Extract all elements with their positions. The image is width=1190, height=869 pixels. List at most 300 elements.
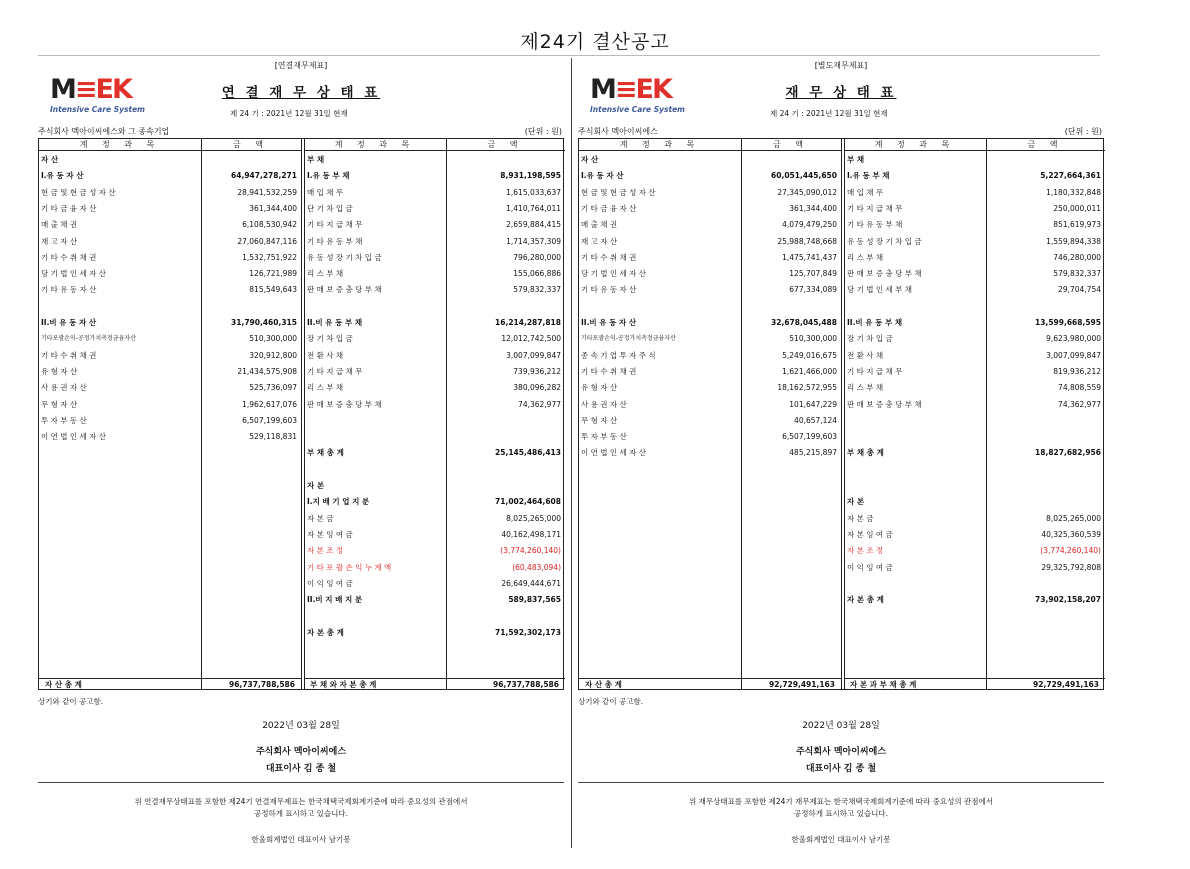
account-label: 이 익 잉 여 금 — [847, 562, 893, 572]
column-rule — [301, 139, 302, 689]
account-label: 부 채 — [847, 155, 865, 164]
account-amount: 380,096,282 — [513, 383, 561, 393]
statement-row — [41, 316, 301, 329]
account-amount: 5,249,016,675 — [782, 350, 837, 360]
account-amount: 29,704,754 — [1058, 285, 1101, 295]
account-label: 전 환 사 채 — [847, 350, 884, 360]
account-label: I.유 동 부 채 — [307, 171, 350, 181]
account-label: 기 타 포 괄 손 익 누 계 액 — [307, 562, 392, 572]
total-assets-label: 자 산 총 계 — [45, 680, 82, 689]
section-label: [별도재무제표] — [814, 61, 868, 70]
statement-row — [307, 202, 565, 215]
logo-mark-a: M — [590, 74, 615, 105]
statement-row — [41, 251, 301, 264]
statement-row — [847, 218, 1105, 231]
statement-row — [581, 398, 841, 411]
logo-bars: ≡ — [74, 74, 96, 105]
account-label: 자 본 조 정 — [307, 546, 344, 556]
account-label: 매 출 채 권 — [41, 220, 78, 230]
account-label: 기 타 수 취 채 권 — [581, 252, 637, 262]
account-amount: 525,736,097 — [249, 383, 297, 393]
account-amount: 361,344,400 — [789, 203, 837, 213]
account-amount: 125,707,849 — [789, 269, 837, 279]
account-amount: 74,362,977 — [1058, 399, 1101, 409]
statement-row — [307, 561, 565, 574]
bottom-rule — [38, 782, 564, 783]
account-label: 이 익 잉 여 금 — [307, 578, 353, 588]
account-label: 판 매 보 증 충 당 부 채 — [307, 285, 382, 295]
unit-label: (단위 : 원) — [1064, 127, 1102, 136]
total-assets-label: 자 산 총 계 — [585, 680, 622, 689]
column-header: 계 정 과 목 — [39, 139, 201, 151]
logo-mark-b: EK — [635, 74, 671, 105]
account-label: 자 본 금 — [307, 513, 334, 523]
account-amount: 18,827,682,956 — [1035, 448, 1101, 458]
account-label: 기 타 지 급 채 무 — [847, 366, 903, 376]
statement-row — [307, 316, 565, 329]
statement-row — [581, 186, 841, 199]
statement-row — [847, 381, 1105, 394]
statement-row — [847, 283, 1105, 296]
balance-sheet-table — [578, 138, 1104, 690]
account-amount: 6,507,199,603 — [242, 415, 297, 425]
logo-tagline: Intensive Care System — [590, 105, 685, 114]
account-label: 유 형 자 산 — [41, 366, 78, 376]
account-label: 재 고 자 산 — [41, 236, 78, 246]
statement-row — [307, 495, 565, 508]
account-amount: 5,227,664,361 — [1040, 171, 1101, 181]
statement-row — [581, 218, 841, 231]
account-label: 기 타 수 취 채 권 — [41, 252, 97, 262]
account-amount: 851,619,973 — [1053, 220, 1101, 230]
account-amount: 74,362,977 — [518, 399, 561, 409]
statement-row — [581, 300, 841, 313]
account-label: 당 기 법 인 세 자 산 — [581, 269, 647, 279]
statement-row — [307, 300, 565, 313]
statement-row — [581, 169, 841, 182]
account-amount: 31,790,460,315 — [231, 318, 297, 327]
account-label: 자 산 — [41, 155, 59, 164]
account-amount: 74,808,559 — [1058, 383, 1101, 393]
statement-row — [307, 218, 565, 231]
notice-text: 상기와 같이 공고함. — [578, 697, 644, 706]
column-rule — [844, 139, 845, 689]
account-amount: 3,007,099,847 — [1046, 350, 1101, 360]
account-label: 유 형 자 산 — [581, 383, 618, 393]
account-amount: (3,774,260,140) — [500, 546, 561, 556]
statement-row — [307, 153, 565, 166]
account-amount: 8,025,265,000 — [1046, 513, 1101, 523]
account-amount: 8,931,198,595 — [500, 171, 561, 181]
account-label: 부 채 총 계 — [307, 448, 344, 458]
statement-row — [847, 202, 1105, 215]
notice-text: 상기와 같이 공고함. — [38, 697, 104, 706]
statement-row — [581, 349, 841, 362]
account-label: 리 스 부 채 — [847, 383, 884, 393]
column-header: 금 액 — [201, 139, 301, 151]
statement-row — [41, 153, 301, 166]
column-header: 계 정 과 목 — [579, 139, 741, 151]
account-amount: 16,214,287,818 — [495, 318, 561, 327]
account-amount: 8,025,265,000 — [506, 513, 561, 523]
account-amount: 6,108,530,942 — [242, 220, 297, 230]
account-label: 자 본 총 계 — [307, 627, 344, 637]
statement-row — [581, 251, 841, 264]
statement-row — [307, 446, 565, 459]
statement-row — [847, 593, 1105, 606]
statement-row — [307, 577, 565, 590]
period-text: 제 24 기 : 2021년 12월 31일 현재 — [230, 109, 348, 118]
column-header: 금 액 — [741, 139, 841, 151]
signer-ceo: 대표이사 김 종 철 — [805, 764, 877, 774]
account-amount: 4,079,479,250 — [782, 220, 837, 230]
statement-row — [847, 495, 1105, 508]
account-label: II.비 지 배 지 분 — [307, 595, 363, 605]
account-label: I.유 동 부 채 — [847, 171, 890, 181]
account-label: II.비 유 동 자 산 — [41, 318, 97, 327]
account-amount: 1,714,357,309 — [506, 236, 561, 246]
account-label: 투 자 부 동 산 — [41, 415, 87, 425]
account-amount: 677,334,089 — [789, 285, 837, 295]
account-amount: 510,300,000 — [249, 334, 297, 344]
account-label: 자 본 잉 여 금 — [307, 529, 353, 539]
statement-row — [41, 332, 301, 345]
statement-row — [307, 235, 565, 248]
statement-row — [847, 430, 1105, 443]
total-assets-row — [39, 678, 301, 690]
account-label: 자 본 — [307, 481, 325, 490]
account-amount: 9,623,980,000 — [1046, 334, 1101, 344]
account-amount: 746,280,000 — [1053, 252, 1101, 262]
statement-row — [41, 398, 301, 411]
account-label: 재 고 자 산 — [581, 236, 618, 246]
statement-row — [581, 430, 841, 443]
account-label: 현 금 및 현 금 성 자 산 — [41, 187, 116, 197]
statement-row — [41, 365, 301, 378]
account-label: 자 본 — [847, 497, 865, 507]
account-amount: 101,647,229 — [789, 399, 837, 409]
account-label: 판 매 보 증 충 당 부 채 — [847, 269, 922, 279]
logo-mark-b: EK — [95, 74, 131, 105]
column-header: 금 액 — [446, 139, 565, 151]
account-label: II.비 유 동 부 채 — [847, 318, 903, 327]
account-amount: 361,344,400 — [249, 203, 297, 213]
statement-row — [581, 446, 841, 459]
statement-row — [847, 332, 1105, 345]
account-label: 무 형 자 산 — [581, 415, 618, 425]
statement-row — [307, 512, 565, 525]
account-amount: 579,832,337 — [1053, 269, 1101, 279]
account-amount: 529,118,831 — [249, 432, 297, 442]
statement-row — [847, 544, 1105, 557]
statement-row — [847, 153, 1105, 166]
statement-row — [847, 463, 1105, 476]
account-label: 장 기 차 입 금 — [847, 334, 893, 344]
statement-row — [307, 479, 565, 492]
total-assets-value: 96,737,788,586 — [229, 680, 295, 689]
account-amount: 26,649,444,671 — [501, 578, 561, 588]
statement-row — [41, 267, 301, 280]
account-label: 기 타 지 급 채 무 — [307, 366, 363, 376]
statement-row — [307, 186, 565, 199]
account-label: 기 타 유 동 부 채 — [847, 220, 903, 230]
account-amount: (3,774,260,140) — [1040, 546, 1101, 556]
statement-row — [581, 235, 841, 248]
statement-row — [847, 479, 1105, 492]
account-amount: 1,410,764,011 — [506, 203, 561, 213]
account-label: 부 채 총 계 — [847, 448, 884, 458]
account-amount: 40,325,360,539 — [1041, 529, 1101, 539]
statement-title: 연 결 재 무 상 태 표 — [221, 85, 381, 101]
account-amount: 485,215,897 — [789, 448, 837, 458]
statement-row — [847, 398, 1105, 411]
statement-row — [307, 609, 565, 622]
statement-row — [41, 218, 301, 231]
account-amount: 589,837,565 — [508, 595, 561, 605]
account-amount: 40,162,498,171 — [501, 529, 561, 539]
account-label: 기 타 지 급 채 무 — [307, 220, 363, 230]
statement-row — [847, 349, 1105, 362]
account-amount: 1,475,741,437 — [782, 252, 837, 262]
account-label: 판 매 보 증 충 당 부 채 — [307, 399, 382, 409]
statement-row — [41, 235, 301, 248]
account-amount: 1,621,466,000 — [782, 366, 837, 376]
unit-label: (단위 : 원) — [524, 127, 562, 136]
account-amount: 71,002,464,608 — [495, 497, 561, 507]
statement-row — [581, 267, 841, 280]
total-assets-row — [579, 678, 841, 690]
account-label: 유 동 성 장 기 차 입 금 — [847, 236, 922, 246]
account-amount: 1,615,033,637 — [506, 187, 561, 197]
account-label: 매 입 채 무 — [307, 187, 344, 197]
account-label: 기 타 유 동 부 채 — [307, 236, 363, 246]
account-amount: 510,300,000 — [789, 334, 837, 344]
statement-row — [847, 446, 1105, 459]
statement-row — [847, 561, 1105, 574]
statement-row — [307, 626, 565, 639]
total-liab-equity-label: 자 본 과 부 채 총 계 — [850, 680, 917, 689]
account-amount: (60,483,094) — [512, 562, 561, 572]
account-amount: 3,007,099,847 — [506, 350, 561, 360]
account-amount: 71,592,302,173 — [495, 627, 561, 637]
account-label: 투 자 부 동 산 — [581, 432, 627, 442]
statement-row — [581, 381, 841, 394]
statement-row — [847, 300, 1105, 313]
account-label: 자 본 조 정 — [847, 546, 884, 556]
statement-row — [847, 186, 1105, 199]
account-label: 기타포괄손익-공정가치측정금융자산 — [581, 335, 676, 343]
consolidated-panel — [38, 56, 564, 856]
account-amount: 796,280,000 — [513, 252, 561, 262]
account-label: 단 기 차 입 금 — [307, 203, 353, 213]
account-label: II.비 유 동 부 채 — [307, 318, 363, 327]
account-amount: 819,936,212 — [1053, 366, 1101, 376]
statement-row — [847, 365, 1105, 378]
account-amount: 1,962,617,076 — [242, 399, 297, 409]
account-label: 매 입 채 무 — [847, 187, 884, 197]
account-amount: 64,947,278,271 — [231, 171, 297, 181]
center-divider — [571, 58, 572, 848]
audit-statement-line1: 위 재무상태표를 포함한 제24기 재무제표는 한국채택국제회계기준에 따라 중요성의 관점에서 — [689, 797, 993, 806]
account-amount: 579,832,337 — [513, 285, 561, 295]
statement-row — [41, 430, 301, 443]
account-label: 자 산 — [581, 155, 599, 164]
total-assets-value: 92,729,491,163 — [769, 680, 835, 689]
account-label: II.비 유 동 자 산 — [581, 318, 637, 327]
statement-row — [41, 381, 301, 394]
statement-row — [847, 235, 1105, 248]
account-amount: 60,051,445,650 — [771, 171, 837, 181]
account-label: 유 동 성 장 기 차 입 금 — [307, 252, 382, 262]
company-line: 주식회사 멕아이씨에스와 그 종속기업 — [38, 127, 170, 136]
statement-row — [847, 512, 1105, 525]
account-amount: 12,012,742,500 — [501, 334, 561, 344]
audit-statement-line1: 위 연결재무상태표를 포함한 제24기 연결재무제표는 한국채택국제회계기준에 따라 중요성의 관점에서 — [134, 797, 468, 806]
auditor-name: 한울회계법인 대표이사 남기봉 — [251, 835, 351, 844]
statement-row — [307, 463, 565, 476]
account-label: 사 용 권 자 산 — [581, 399, 627, 409]
statement-row — [307, 251, 565, 264]
total-liab-equity-value: 92,729,491,163 — [1033, 680, 1099, 689]
signer-ceo: 대표이사 김 종 철 — [265, 764, 337, 774]
account-amount: 126,721,989 — [249, 269, 297, 279]
account-amount: 13,599,668,595 — [1035, 318, 1101, 327]
account-amount: 6,507,199,603 — [782, 432, 837, 442]
account-label: 리 스 부 채 — [847, 252, 884, 262]
account-label: 장 기 차 입 금 — [307, 334, 353, 344]
account-amount: 250,000,011 — [1053, 203, 1101, 213]
account-label: 기 타 지 급 채 무 — [847, 203, 903, 213]
statement-row — [41, 414, 301, 427]
statement-row — [307, 365, 565, 378]
account-label: I.지 배 기 업 지 분 — [307, 497, 370, 507]
account-amount: 739,936,212 — [513, 366, 561, 376]
account-label: 기 타 수 취 채 권 — [41, 350, 97, 360]
account-label: 기 타 수 취 채 권 — [581, 366, 637, 376]
separate-panel — [578, 56, 1104, 856]
statement-row — [847, 316, 1105, 329]
statement-row — [581, 153, 841, 166]
account-amount: 40,657,124 — [794, 415, 837, 425]
column-header: 계 정 과 목 — [844, 139, 986, 151]
announcement-date: 2022년 03월 28일 — [802, 721, 880, 731]
account-label: 판 매 보 증 충 당 부 채 — [847, 399, 922, 409]
account-amount: 27,060,847,116 — [237, 236, 297, 246]
statement-row — [41, 202, 301, 215]
audit-statement-line2: 공정하게 표시하고 있습니다. — [253, 809, 349, 818]
logo-bars: ≡ — [614, 74, 636, 105]
statement-row — [847, 267, 1105, 280]
account-amount: 18,162,572,955 — [777, 383, 837, 393]
account-amount: 25,988,748,668 — [777, 236, 837, 246]
statement-row — [307, 267, 565, 280]
account-label: 리 스 부 채 — [307, 269, 344, 279]
account-amount: 815,549,643 — [249, 285, 297, 295]
account-label: 매 출 채 권 — [581, 220, 618, 230]
account-amount: 155,066,886 — [513, 269, 561, 279]
total-liab-equity-value: 96,737,788,586 — [493, 680, 559, 689]
statement-row — [307, 398, 565, 411]
account-label: 리 스 부 채 — [307, 383, 344, 393]
account-label: 무 형 자 산 — [41, 399, 78, 409]
account-amount: 73,902,158,207 — [1035, 595, 1101, 605]
account-label: 이 연 법 인 세 자 산 — [41, 432, 107, 442]
statement-row — [581, 316, 841, 329]
account-amount: 29,325,792,808 — [1041, 562, 1101, 572]
statement-row — [581, 365, 841, 378]
statement-row — [847, 577, 1105, 590]
statement-row — [847, 169, 1105, 182]
announcement-date: 2022년 03월 28일 — [262, 721, 340, 731]
statement-row — [307, 414, 565, 427]
column-rule — [304, 139, 305, 689]
account-label: 기타포괄손익-공정가치측정금융자산 — [41, 335, 136, 343]
account-amount: 25,145,486,413 — [495, 448, 561, 458]
column-rule — [841, 139, 842, 689]
statement-row — [307, 430, 565, 443]
statement-row — [307, 528, 565, 541]
statement-row — [307, 283, 565, 296]
period-text: 제 24 기 : 2021년 12월 31일 현재 — [770, 109, 888, 118]
statement-row — [307, 332, 565, 345]
account-label: 사 용 권 자 산 — [41, 383, 87, 393]
account-label: 당 기 법 인 세 부 채 — [847, 285, 913, 295]
auditor-name: 한울회계법인 대표이사 남기봉 — [791, 835, 891, 844]
account-amount: 1,532,751,922 — [242, 252, 297, 262]
logo-mark-a: M — [50, 74, 75, 105]
column-header: 금 액 — [986, 139, 1105, 151]
account-label: 기 타 유 동 자 산 — [581, 285, 637, 295]
account-label: 기 타 금 융 자 산 — [581, 203, 637, 213]
section-label: [연결재무제표] — [274, 61, 328, 70]
statement-row — [581, 202, 841, 215]
total-liab-equity-row — [304, 678, 565, 690]
account-amount: 320,912,800 — [249, 350, 297, 360]
account-label: 자 본 금 — [847, 513, 874, 523]
audit-statement-line2: 공정하게 표시하고 있습니다. — [793, 809, 889, 818]
balance-sheet-table — [38, 138, 564, 690]
statement-row — [847, 414, 1105, 427]
statement-row — [307, 169, 565, 182]
account-label: 자 본 총 계 — [847, 595, 884, 605]
account-label: I.유 동 자 산 — [41, 171, 84, 181]
page-title: 제24기 결산공고 — [520, 31, 670, 53]
account-amount: 27,345,090,012 — [777, 187, 837, 197]
account-label: I.유 동 자 산 — [581, 171, 624, 181]
column-header: 계 정 과 목 — [304, 139, 446, 151]
account-label: 종 속 기 업 투 자 주 식 — [581, 350, 656, 360]
statement-row — [847, 528, 1105, 541]
account-label: 기 타 금 융 자 산 — [41, 203, 97, 213]
statement-row — [307, 544, 565, 557]
account-amount: 2,659,884,415 — [506, 220, 561, 230]
company-line: 주식회사 멕아이씨에스 — [578, 127, 658, 136]
statement-row — [847, 251, 1105, 264]
statement-row — [307, 349, 565, 362]
statement-title: 재 무 상 태 표 — [785, 85, 897, 101]
account-label: 기 타 유 동 자 산 — [41, 285, 97, 295]
statement-row — [581, 414, 841, 427]
account-label: 전 환 사 채 — [307, 350, 344, 360]
statement-row — [581, 332, 841, 345]
bottom-rule — [578, 782, 1104, 783]
account-label: 부 채 — [307, 155, 325, 164]
statement-row — [307, 593, 565, 606]
statement-row — [41, 300, 301, 313]
signer-company: 주식회사 멕아이씨에스 — [255, 747, 347, 757]
account-amount: 1,180,332,848 — [1046, 187, 1101, 197]
account-label: 당 기 법 인 세 자 산 — [41, 269, 107, 279]
